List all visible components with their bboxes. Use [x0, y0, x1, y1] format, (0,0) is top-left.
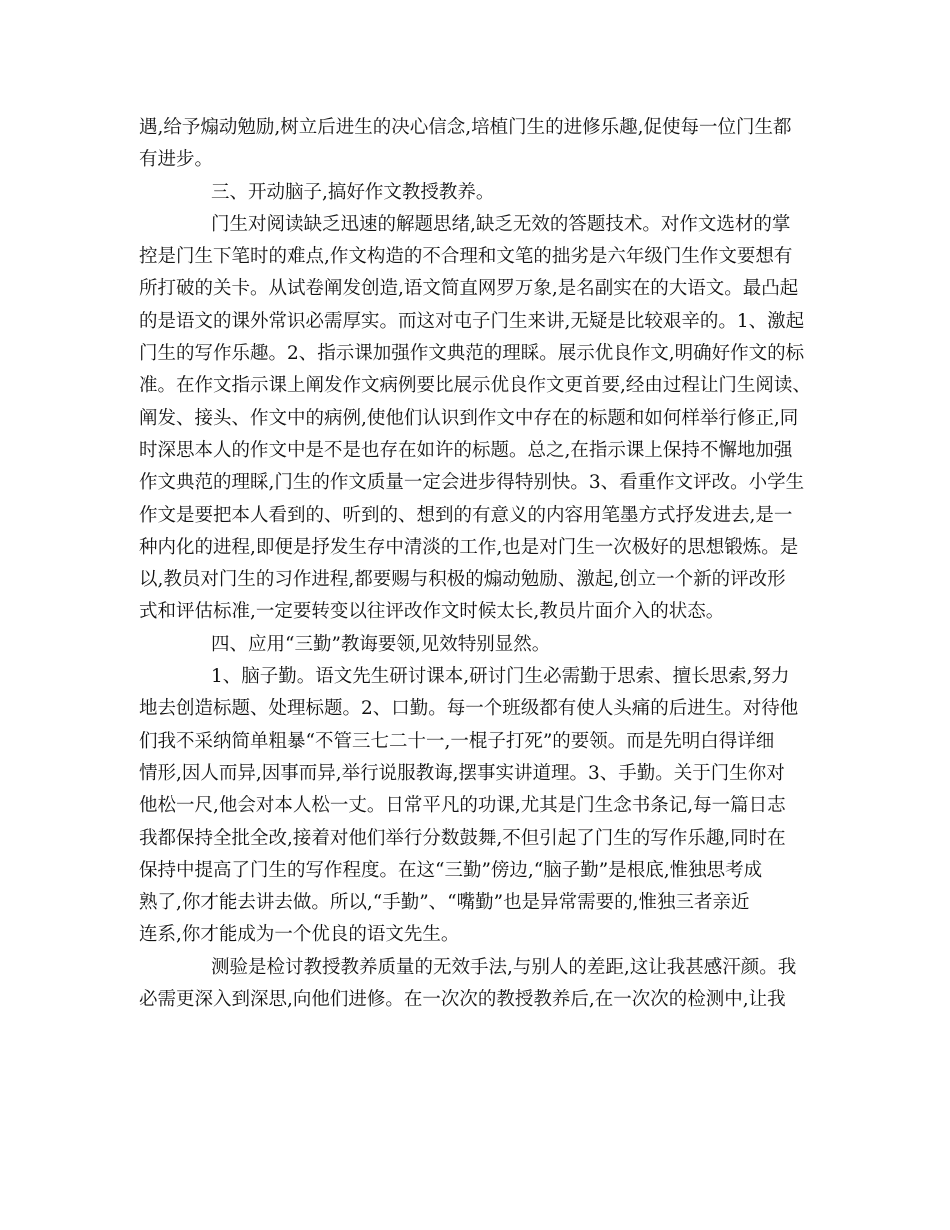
text-line: 以,教员对门生的习作进程,都要赐与积极的煽动勉励、激起,创立一个新的评改形 [139, 569, 786, 591]
text-line: 作文是要把本人看到的、听到的、想到的有意义的内容用笔墨方式抒发进去,是一 [139, 504, 793, 526]
text-line: 遇,给予煽动勉励,树立后进生的决心信念,培植门生的进修乐趣,促使每一位门生都 [139, 117, 792, 138]
text-line: 式和评估标准,一定要转变以往评改作文时候太长,教员片面介入的状态。 [139, 601, 725, 623]
text-line: 他松一尺,他会对本人松一丈。日常平凡的功课,尤其是门生念书条记,每一篇日志 [139, 795, 786, 817]
text-line: 熟了,你才能去讲去做。所以,“手勤”、“嘴勤”也是异常需要的,惟独三者亲近 [139, 892, 750, 914]
text-line: 准。在作文指示课上阐发作文病例要比展示优良作文更首要,经由过程让门生阅读、 [139, 375, 811, 397]
text-line: 情形,因人而异,因事而异,举行说服教诲,摆事实讲道理。3、手勤。关于门生你对 [139, 762, 785, 784]
text-line: 们我不采纳简单粗暴“不管三七二十一,一棍子打死”的要领。而是先明白得详细 [139, 730, 775, 752]
text-line: 种内化的进程,即便是抒发生存中清淡的工作,也是对门生一次极好的思想锻炼。是 [139, 536, 799, 558]
text-line: 1、脑子勤。语文先生研讨课本,研讨门生必需勤于思索、擅长思索,努力 [211, 666, 790, 688]
text-line: 测验是检讨教授教养质量的无效手法,与别人的差距,这让我甚感汗颜。我 [211, 956, 797, 978]
text-line: 保持中提高了门生的写作程度。在这“三勤”傍边,“脑子勤”是根底,惟独思考成 [139, 859, 763, 881]
text-line: 我都保持全批全改,接着对他们举行分数鼓舞,不但引起了门生的写作乐趣,同时在 [139, 827, 786, 849]
text-line: 连系,你才能成为一个优良的语文先生。 [139, 924, 460, 946]
text-line: 门生的写作乐趣。2、指示课加强作文典范的理睬。展示优良作文,明确好作文的标 [139, 343, 805, 365]
text-line: 控是门生下笔时的难点,作文构造的不合理和文笔的拙劣是六年级门生作文要想有 [139, 246, 793, 268]
text-line: 所打破的关卡。从试卷阐发创造,语文简直网罗万象,是名副实在的大语文。最凸起 [139, 278, 799, 300]
text-line: 门生对阅读缺乏迅速的解题思绪,缺乏无效的答题技术。对作文选材的掌 [211, 213, 791, 235]
text-line: 必需更深入到深思,向他们进修。在一次次的教授教养后,在一次次的检测中,让我 [139, 989, 786, 1011]
text-line: 阐发、接头、作文中的病例,使他们认识到作文中存在的标题和如何样举行修正,同 [139, 407, 799, 429]
text-line: 作文典范的理睬,门生的作文质量一定会进步得特别快。3、看重作文评改。小学生 [139, 472, 805, 494]
text-line: 的是语文的课外常识必需厚实。而这对屯子门生来讲,无疑是比较艰辛的。1、激起 [139, 310, 805, 332]
text-line: 有进步。 [139, 149, 214, 171]
section-heading: 四、应用“三勤”教诲要领,见效特别显然。 [211, 633, 551, 655]
section-heading: 三、开动脑子,搞好作文教授教养。 [211, 181, 495, 203]
body-text [139, 112, 829, 1016]
text-line: 时深思本人的作文中是不是也存在如许的标题。总之,在指示课上保持不懈地加强 [139, 439, 793, 461]
text-line: 地去创造标题、处理标题。2、口勤。每一个班级都有使人头痛的后进生。对待他 [139, 698, 799, 720]
